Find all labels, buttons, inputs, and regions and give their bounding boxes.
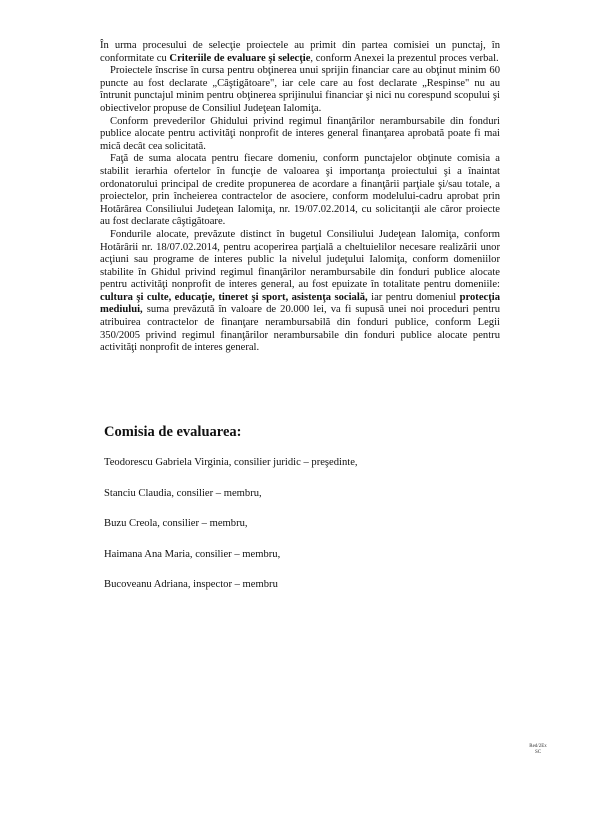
paragraph-text: iar pentru domeniul [367, 291, 460, 303]
paragraph-text: Fondurile alocate, prevăzute distinct în bugetul Consiliului Judeţean Ialomiţa, conform Hotărârii nr. 18/07.02.2014, pentru acoperirea parţială a cheltuielilor necesare realizării unor acţiuni sau programe de interes public la nivelul judeţului Ialomiţa, conform domeniilor stabilite în Ghidul privind regimul finanţărilor nerambursabile din fonduri publice alocate pentru activităţi nonprofit de interes general, au fost epuizate în totalitate pentru domeniile: [100, 228, 500, 291]
paragraph-guide-provisions: Conform prevederilor Ghidului privind regimul finanţărilor nerambursabile din fonduri publice alocate pentru activităţi nonprofit de interes general finanţarea aprobată poate fi mai mică decât cea solicitată. [100, 115, 500, 152]
paragraph-winners: Proiectele înscrise în cursa pentru obţinerea unui sprijin financiar care au obţinut minim 60 puncte au fost declarate „Câştigătoare", iar cele care au fost declarate „Respinse" nu au întrunit punctajul minim pentru obţinerea sprijinului financiar şi nici nu corespund scopului şi obiectivelor propuse de Consiliul Judeţean Ialomiţa. [100, 65, 500, 114]
member-entry: Buzu Creola, consilier – membru, [104, 518, 248, 529]
paragraph-text: suma prevăzută în valoare de 20.000 lei, va fi supusă unei noi proceduri pentru atribuirea contractelor de finanţare nerambursabilă din fonduri publice, conform Legii 350/2005 privind regimul finanţărilor nerambursabile din fonduri publice alocate pentru activităţi nonprofit de interes general. [100, 304, 500, 354]
member-entry: Haimana Ana Maria, consilier – membru, [104, 548, 281, 560]
minutes-body [100, 40, 500, 355]
paragraph-text: , conform Anexei la prezentul proces verbal. [310, 52, 499, 64]
member-entry: Stanciu Claudia, consilier – membru, [104, 487, 262, 499]
footer-reference [518, 744, 558, 756]
domains-emphasis: cultura şi culte, educaţie, tineret şi sport, asistenţa socială, [100, 291, 368, 303]
criteria-emphasis: Criteriile de evaluare şi selecţie [169, 52, 311, 64]
paragraph-ranking: Faţă de suma alocata pentru fiecare domeniu, conform punctajelor obţinute comisia a stabilit ierarhia ofertelor în funcţie de valoarea şi importanţa proiectului şi a înaintat ordonatorului principal de credite propunerea de acordare a finanţării parţiale şi/sau totale, a proiectelor, prin încheierea contractelor de asociere, conform modelului-cadru aprobat prin Hotărârea Consiliului Judeţean Ialomiţa, nr. 19/07.02.2014, cu solicitanţii ale căror proiecte au fost declarate câştigătoare. [100, 153, 500, 228]
commission-members-list [104, 456, 524, 609]
commission-title: Comisia de evaluarea: [104, 424, 242, 440]
paragraph-funds [100, 229, 500, 355]
paragraph-text: În urma procesului de selecţie proiectele au primit din partea comisiei un punctaj, în conformitate cu [100, 40, 500, 64]
footer-line: Red/2Ex [529, 744, 547, 749]
environment-emphasis: protecţia mediului, [100, 291, 500, 316]
member-president: Teodorescu Gabriela Virginia, consilier juridic – preşedinte, [104, 457, 358, 468]
paragraph-selection-result [100, 40, 500, 65]
member-entry: Bucoveanu Adriana, inspector – membru [104, 579, 278, 590]
footer-line: SC [534, 750, 542, 755]
